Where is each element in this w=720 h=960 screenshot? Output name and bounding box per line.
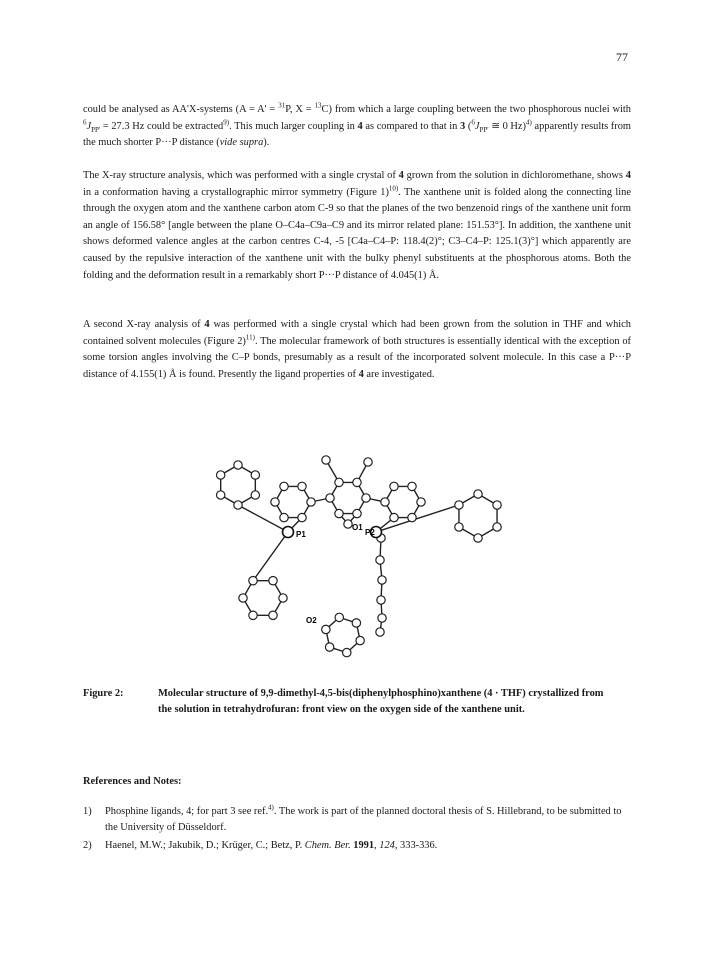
atom	[455, 501, 463, 509]
references-list	[83, 804, 631, 857]
atom	[493, 523, 501, 531]
atom	[216, 471, 224, 479]
atom	[326, 494, 334, 502]
atom	[364, 458, 372, 466]
references-heading: References and Notes:	[83, 776, 182, 787]
phosphorus-atom	[283, 527, 294, 538]
caption-line-1: Molecular structure of 9,9-dimethyl-4,5-bis(diphenylphosphino)xanthene (4 · THF) crystallized from	[158, 688, 604, 699]
paragraph-3: A second X-ray analysis of 4 was performed with a single crystal which had been grown from the solution in THF and which contained solvent molecules (Figure 2)$^{11)}$. The molecular framework of both structures is essentially identical with the exception of some torsion angles involving the C–P bonds, presumably as a result of the incorporated solvent molecule. In this case a P···P distance of 4.155(1) Å is found. Presently the ligand properties of 4 are investigated.	[83, 319, 631, 380]
label-p2: P2	[365, 528, 375, 537]
atom	[335, 509, 343, 517]
atom	[353, 509, 361, 517]
reference-text: Phosphine ligands, 4; for part 3 see ref.$^{4)}$. The work is part of the planned doctoral thesis of S. Hillebrand, to be submitted to the University of Düsseldorf.	[105, 803, 622, 833]
atom	[343, 648, 351, 656]
atom	[298, 482, 306, 490]
atom	[249, 611, 257, 619]
atom	[216, 491, 224, 499]
atom	[408, 482, 416, 490]
molecule-drawing	[178, 440, 538, 672]
atom	[307, 498, 315, 506]
atom	[376, 556, 384, 564]
atom	[234, 461, 242, 469]
reference-text: Haenel, M.W.; Jakubik, D.; Krüger, C.; Betz, P. Chem. Ber. 1991, 124, 333-336.	[105, 840, 438, 851]
atom	[362, 494, 370, 502]
atom	[335, 478, 343, 486]
molecular-structure-figure	[178, 440, 538, 672]
atom	[279, 594, 287, 602]
reference-item	[83, 804, 631, 835]
atom	[408, 513, 416, 521]
atom	[390, 482, 398, 490]
atom	[455, 523, 463, 531]
atom	[376, 628, 384, 636]
atom	[378, 576, 386, 584]
atom	[234, 501, 242, 509]
atom	[356, 636, 364, 644]
atom	[390, 513, 398, 521]
paragraph-2: The X-ray structure analysis, which was performed with a single crystal of 4 grown from the solution in dichloromethane, shows 4 in a conformation having a crystallographic mirror symmetry (Figure 1)$^{10)}$. The xanthene unit is folded along the connecting line through the oxygen atom and the xanthene carbon atom C-9 so that the planes of the two benzenoid rings of the xanthene unit form an angle of 156.58° [angle between the plane O–C4a–C9a–C9 and its mirror related plane: 151.53°]. In addition, the xanthene unit shows deformed valence angles at the carbon centres C-4, -5 [C4a–C4–P: 118.4(2)°; C3–C4–P: 125.1(3)°] which apparently are caused by the repulsive interaction of the xanthene unit with the bulky phenyl substituents at the phosphorous atoms. Both the folding and the deformation result in a remarkably short P···P distance of 4.045(1) Å.	[83, 170, 631, 281]
atom	[251, 491, 259, 499]
bond	[253, 532, 288, 581]
atom	[298, 513, 306, 521]
atom	[269, 611, 277, 619]
atom	[322, 625, 330, 633]
atom	[378, 614, 386, 622]
page-number: 77	[616, 50, 628, 64]
atom	[493, 501, 501, 509]
label-o1: O1	[352, 523, 363, 532]
atom	[249, 576, 257, 584]
reference-number: 2)	[83, 840, 92, 851]
atom	[353, 478, 361, 486]
atom	[335, 613, 343, 621]
atom	[280, 513, 288, 521]
atom	[271, 498, 279, 506]
atom	[239, 594, 247, 602]
atom	[474, 490, 482, 498]
caption-label: Figure 2:	[83, 688, 124, 699]
atom	[417, 498, 425, 506]
reference-number: 1)	[83, 806, 92, 817]
reference-item	[83, 838, 631, 854]
paragraph-1: could be analysed as AA'X-systems (A = A' = $^{31}$P, X = $^{13}$C) from which a large coupling between the two phosphorous nuclei with $^6J_{PP'} = 27.3$ Hz could be extracted$^{9)}$. This much larger coupling in 4 as compared to that in 3 ($^6J_{PP'}$ ≅ 0 Hz)$^{4)}$ apparently results from the much shorter P···P distance (vide supra).	[83, 101, 631, 149]
figure-caption	[83, 686, 631, 717]
label-o2: O2	[306, 616, 317, 625]
atom	[344, 520, 352, 528]
caption-line-2: the solution in tetrahydrofuran: front view on the oxygen side of the xanthene unit.	[158, 703, 525, 715]
atom	[381, 498, 389, 506]
atom	[251, 471, 259, 479]
atom	[325, 643, 333, 651]
atom	[352, 619, 360, 627]
atom	[280, 482, 288, 490]
atom	[474, 534, 482, 542]
atom	[377, 596, 385, 604]
atom	[322, 456, 330, 464]
label-p1: P1	[296, 530, 306, 539]
atom	[269, 576, 277, 584]
